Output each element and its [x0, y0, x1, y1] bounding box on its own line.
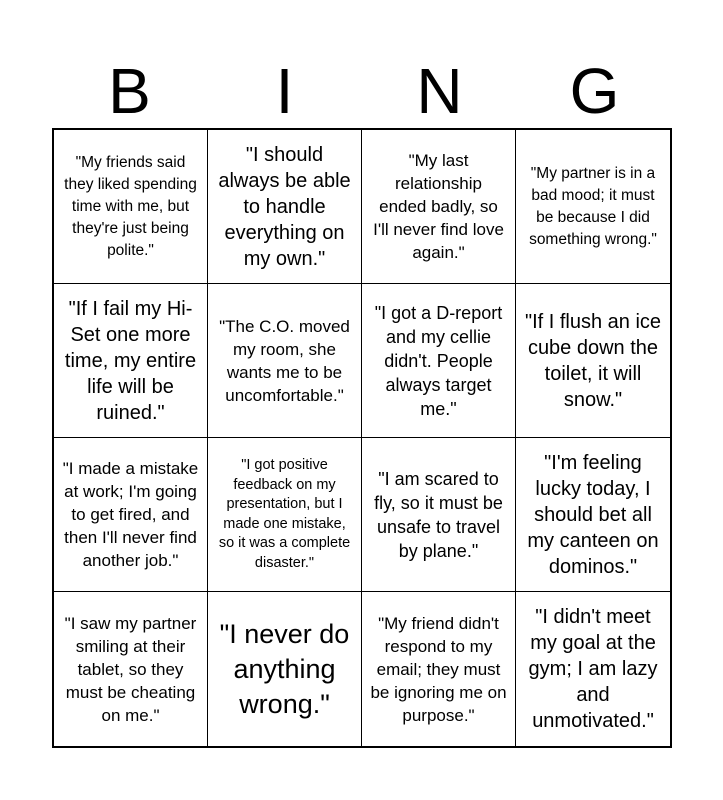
cell-text: "I made a mistake at work; I'm going to get fired, and then I'll never find another job.": [62, 459, 199, 570]
header-letter-i: I: [275, 55, 294, 127]
bingo-cell[interactable]: [54, 438, 208, 592]
bingo-cell[interactable]: [54, 592, 208, 746]
bingo-cell[interactable]: [516, 130, 670, 284]
header-letter-g: G: [569, 55, 620, 127]
bingo-cell[interactable]: [362, 130, 516, 284]
bingo-cell[interactable]: [516, 284, 670, 438]
bingo-cell[interactable]: [54, 130, 208, 284]
bingo-header: [52, 46, 672, 128]
bingo-cell[interactable]: [208, 130, 362, 284]
cell-text: "My partner is in a bad mood; it must be because I did something wrong.": [529, 164, 657, 248]
cell-text: "The C.O. moved my room, she wants me to be uncomfortable.": [219, 316, 350, 405]
cell-text: "I should always be able to handle everything on my own.": [218, 143, 351, 270]
bingo-cell[interactable]: [362, 284, 516, 438]
header-letter-b: B: [108, 55, 151, 127]
cell-text: "I am scared to fly, so it must be unsafe to travel by plane.": [374, 468, 503, 561]
bingo-cell[interactable]: [54, 284, 208, 438]
bingo-cell[interactable]: [362, 592, 516, 746]
cell-text: "I never do anything wrong.": [219, 618, 350, 719]
bingo-cell[interactable]: [516, 438, 670, 592]
cell-text: "If I fail my Hi-Set one more time, my entire life will be ruined.": [64, 297, 197, 424]
cell-text: "I'm feeling lucky today, I should bet all my canteen on dominos.": [527, 451, 659, 578]
cell-text: "My last relationship ended badly, so I'll never find love again.": [373, 151, 504, 262]
cell-text: "I didn't meet my goal at the gym; I am lazy and unmotivated.": [528, 606, 658, 732]
cell-text: "If I flush an ice cube down the toilet, it will snow.": [524, 310, 662, 411]
cell-text: "I got a D-report and my cellie didn't. People always target me.": [374, 302, 503, 419]
bingo-board: [52, 128, 672, 748]
bingo-cell[interactable]: [208, 592, 362, 746]
bingo-cell[interactable]: [208, 284, 362, 438]
cell-text: "I got positive feedback on my presentation, but I made one mistake, so it was a complete disaster.": [218, 457, 351, 571]
cell-text: "My friend didn't respond to my email; they must be ignoring me on purpose.": [370, 613, 507, 725]
cell-text: "My friends said they liked spending time with me, but they're just being polite.": [64, 153, 197, 259]
bingo-cell[interactable]: [208, 438, 362, 592]
cell-text: "I saw my partner smiling at their tablet, so they must be cheating on me.": [64, 613, 197, 725]
header-letter-n: N: [416, 55, 463, 127]
bingo-cell[interactable]: [362, 438, 516, 592]
bingo-cell[interactable]: [516, 592, 670, 746]
